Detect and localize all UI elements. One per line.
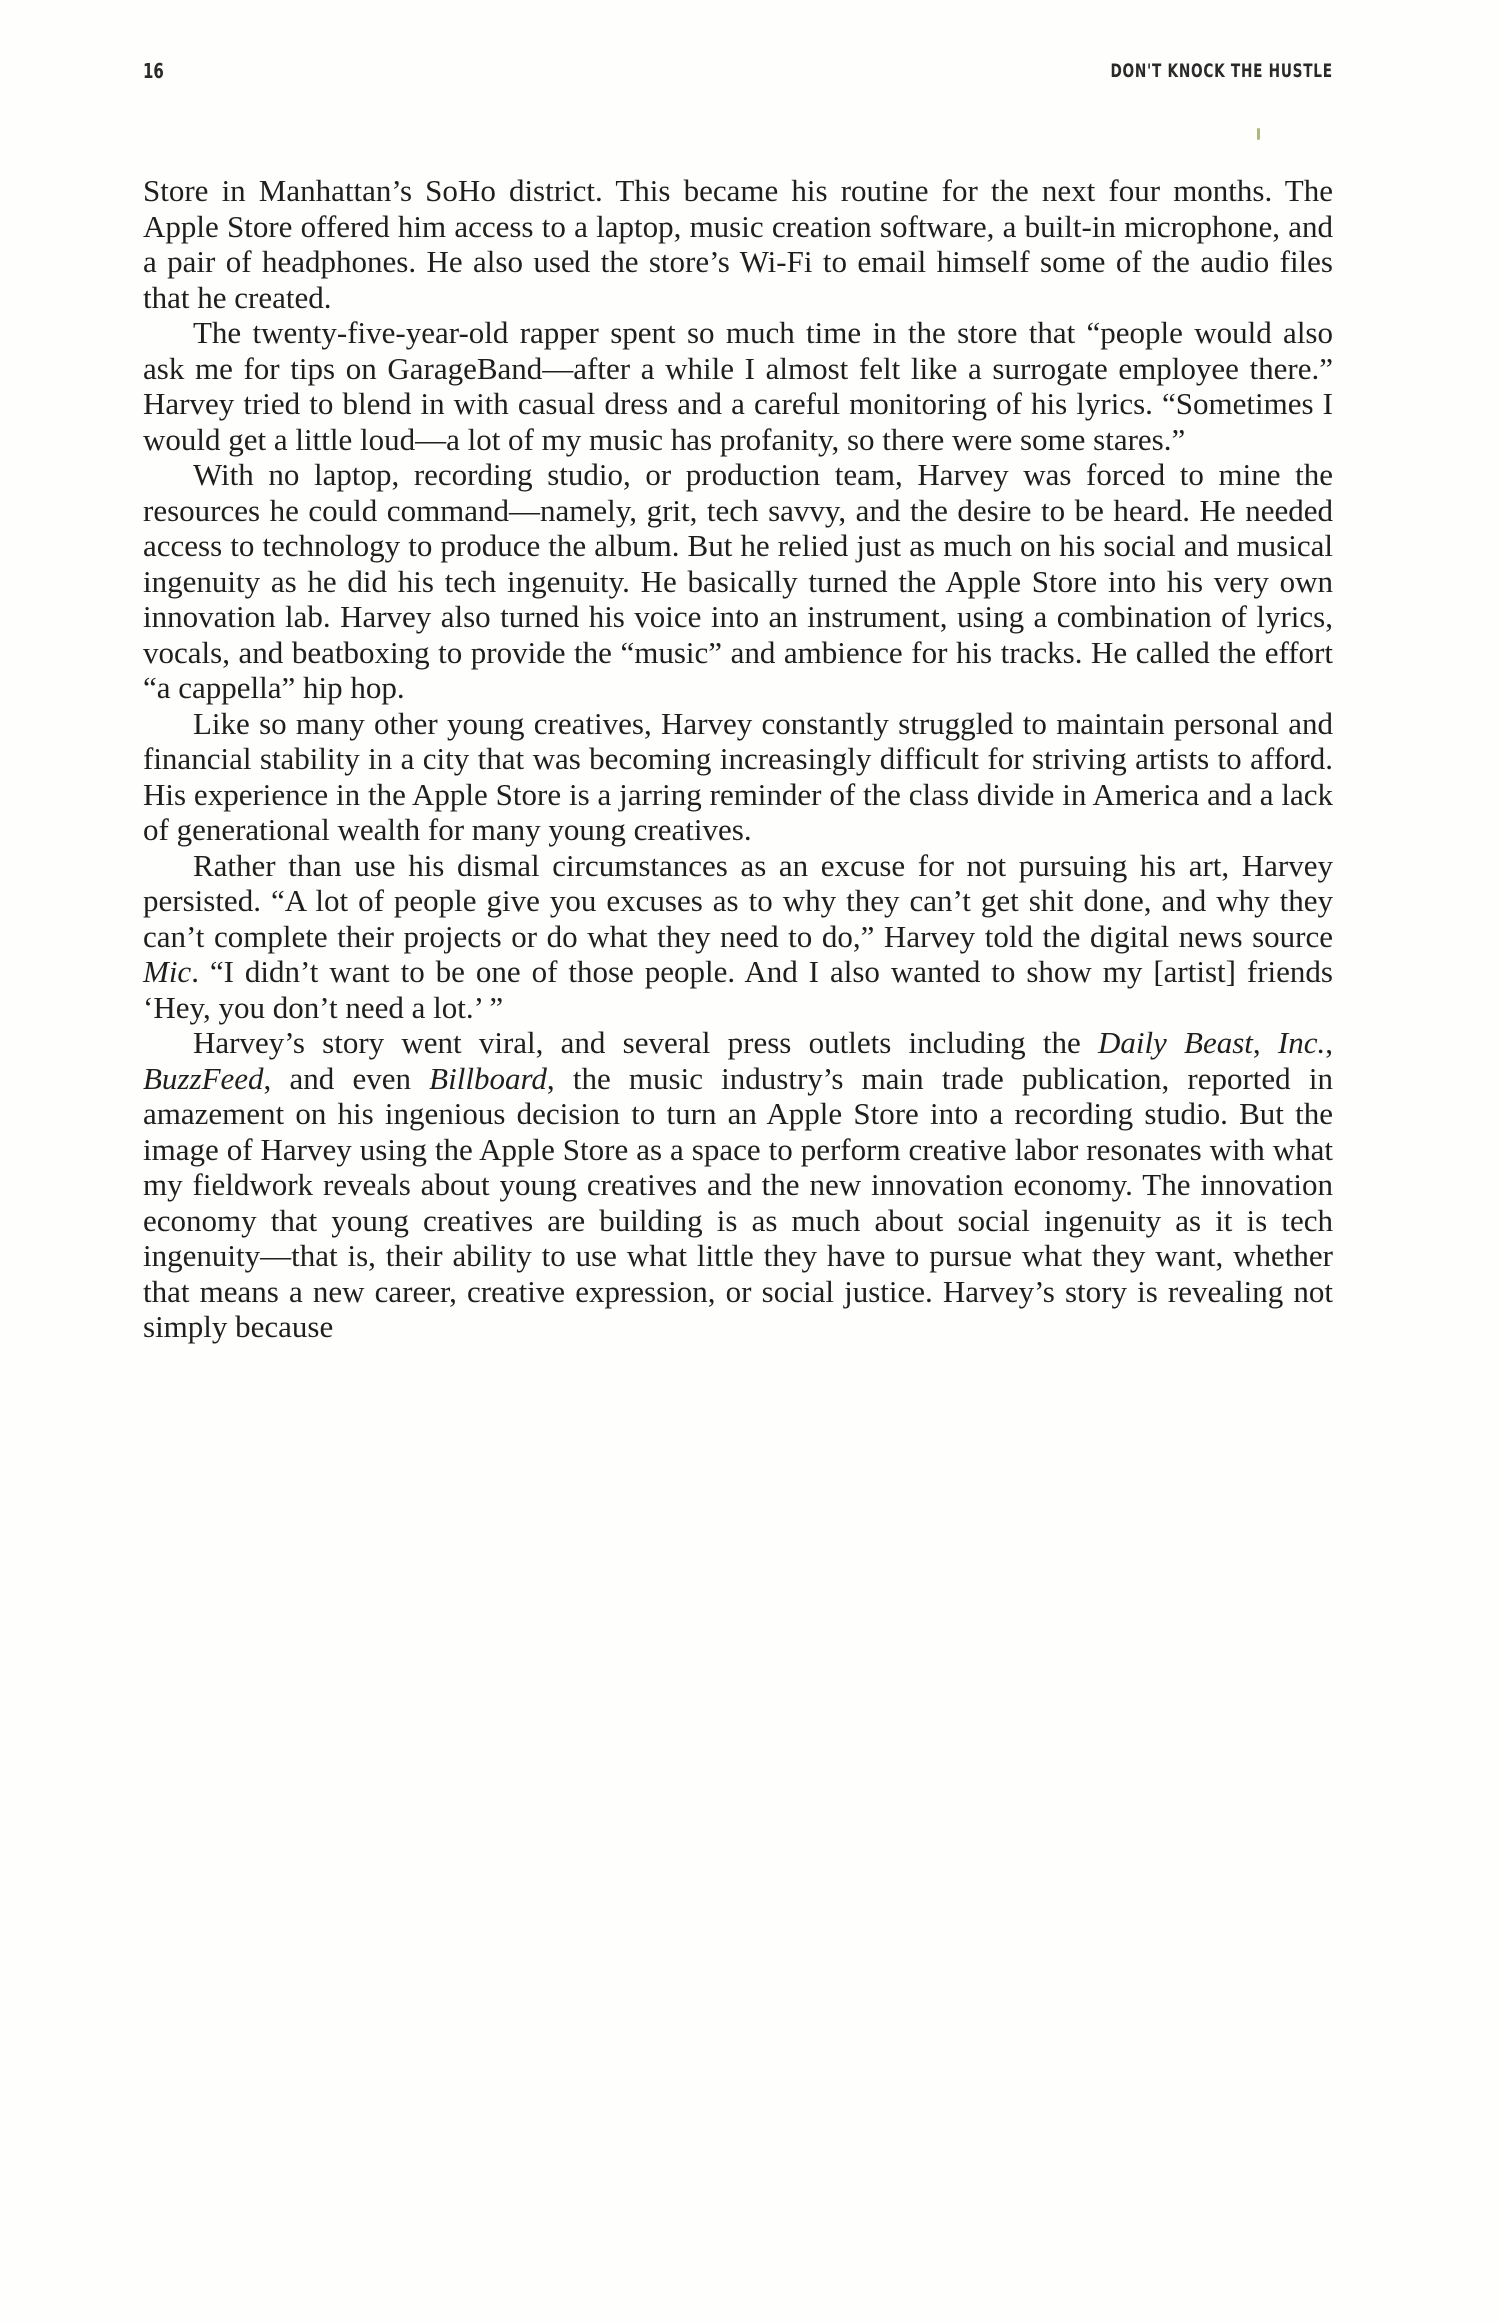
page-number: 16 <box>143 59 164 83</box>
text-run: Rather than use his dismal circumstances as an excuse for not pursuing his art, Harvey persisted. “A lot of people give you excuses as to why they can’t get shit done, and why they can’t complete their projects or do what they need to do,” Harvey told the digital news source <box>143 847 1333 954</box>
italic-title: Daily Beast <box>1097 1025 1253 1060</box>
italic-title: Mic <box>143 954 192 989</box>
paragraph <box>143 457 1333 706</box>
running-head <box>143 56 1333 86</box>
paragraph <box>143 173 1333 315</box>
paragraph <box>143 706 1333 848</box>
text-run: Store in Manhattan’s SoHo district. This became his routine for the next four months. The Apple Store offered him access to a laptop, music creation software, a built-in microphone, and a pair of headphones. He also used the store’s Wi-Fi to email himself some of the audio files that he created. <box>143 173 1333 315</box>
text-run: , <box>1252 1025 1278 1060</box>
paragraph <box>143 1025 1333 1345</box>
text-run: Like so many other young creatives, Harvey constantly struggled to maintain personal and financial stability in a city that was becoming increasingly difficult for striving artists to afford. His experience in the Apple Store is a jarring reminder of the class divide in America and a lack of generational wealth for many young creatives. <box>143 705 1333 847</box>
body-text <box>143 173 1333 1345</box>
running-title: DON'T KNOCK THE HUSTLE <box>1110 60 1333 82</box>
text-run: , the music industry’s main trade publication, reported in amazement on his ingenious decision to turn an Apple Store into a recording studio. But the image of Harvey using the Apple Store as a space to perform creative labor resonates with what my fieldwork reveals about young creatives and the new innovation economy. The innovation economy that young creatives are building is as much about social ingenuity as it is tech ingenuity—that is, their ability to use what little they have to pursue what they want, whether that means a new career, creative expression, or social justice. Harvey’s story is revealing not simply because <box>143 1060 1333 1344</box>
scan-speck <box>1257 128 1260 140</box>
text-run: , <box>1325 1025 1333 1060</box>
text-run: , and even <box>263 1060 430 1096</box>
text-run: Harvey’s story went viral, and several press outlets including the <box>193 1025 1098 1060</box>
paragraph <box>143 848 1333 1026</box>
text-run: . “I didn’t want to be one of those people. And I also wanted to show my [artist] friends ‘Hey, you don’t need a lot.’ ” <box>143 954 1333 1025</box>
text-run: The twenty-five-year-old rapper spent so much time in the store that “people would also ask me for tips on GarageBand—after a while I almost felt like a surrogate employee there.” Harvey tried to blend in with casual dress and a careful monitoring of his lyrics. “Sometimes I would get a little loud—a lot of my music has profanity, so there were some stares.” <box>143 315 1333 457</box>
text-run: With no laptop, recording studio, or production team, Harvey was forced to mine the resources he could command—namely, grit, tech savvy, and the desire to be heard. He needed access to technology to produce the album. But he relied just as much on his social and musical ingenuity as he did his tech ingenuity. He basically turned the Apple Store into his very own innovation lab. Harvey also turned his voice into an instrument, using a combination of lyrics, vocals, and beatboxing to provide the “music” and ambience for his tracks. He called the effort “a cappella” hip hop. <box>143 457 1333 705</box>
italic-title: Billboard <box>429 1060 547 1096</box>
italic-title: BuzzFeed <box>143 1060 264 1096</box>
italic-title: Inc. <box>1277 1025 1326 1060</box>
paragraph <box>143 315 1333 457</box>
